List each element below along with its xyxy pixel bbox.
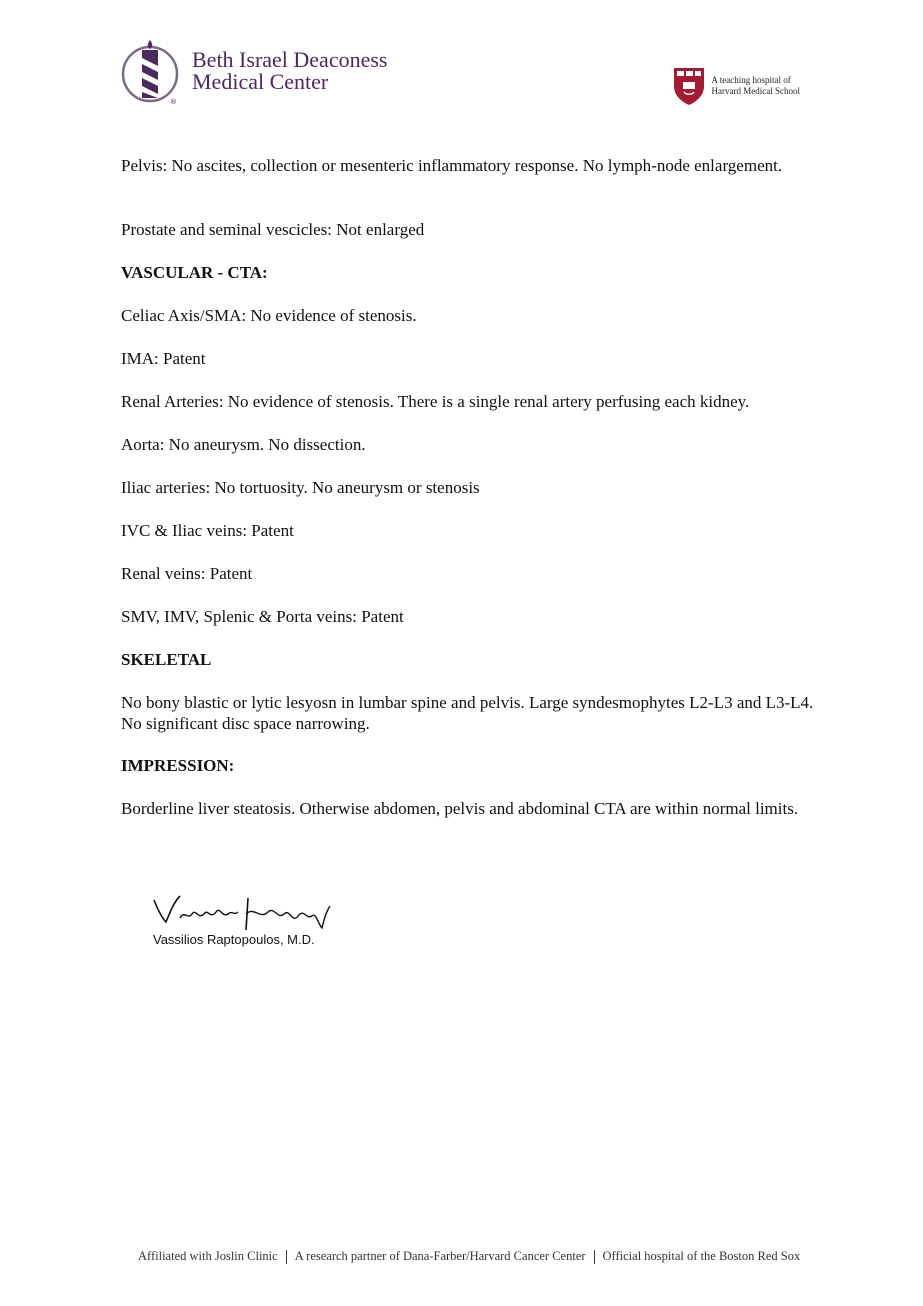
harvard-caption-line1: A teaching hospital of	[711, 75, 791, 85]
harvard-affiliation	[672, 66, 800, 106]
bidmc-wordmark	[192, 49, 387, 93]
impression-text: Borderline liver steatosis. Otherwise abdomen, pelvis and abdominal CTA are within normal limits.	[121, 799, 799, 818]
skeletal-finding: No bony blastic or lytic lesyosn in lumbar spine and pelvis. Large syndesmophytes L2-L3 and L3-L4. No significant disc space narrowing.	[121, 693, 814, 733]
harvard-shield-icon	[672, 66, 706, 106]
bidmc-logo	[120, 36, 387, 106]
harvard-caption-line2: Harvard Medical School	[711, 86, 800, 96]
celiac-finding: Celiac Axis/SMA: No evidence of stenosis.	[121, 306, 417, 325]
letterhead	[120, 36, 810, 112]
footer	[138, 1249, 818, 1264]
aorta-finding: Aorta: No aneurysm. No dissection.	[121, 435, 366, 454]
renal-veins-finding: Renal veins: Patent	[121, 564, 253, 583]
footer-affiliation: Affiliated with Joslin Clinic	[138, 1249, 278, 1263]
handwritten-signature-icon	[150, 890, 350, 935]
renal-arteries-finding: Renal Arteries: No evidence of stenosis. There is a single renal artery perfusing each kidney.	[121, 392, 750, 411]
smv-finding: SMV, IMV, Splenic & Porta veins: Patent	[121, 607, 404, 626]
prostate-finding: Prostate and seminal vescicles: Not enlarged	[121, 220, 425, 239]
vascular-heading: VASCULAR - CTA:	[121, 263, 268, 282]
pelvis-finding: Pelvis: No ascites, collection or mesenteric inflammatory response. No lymph-node enlargement.	[121, 156, 783, 175]
org-name-line2: Medical Center	[192, 69, 329, 94]
footer-divider	[594, 1250, 595, 1264]
impression-heading: IMPRESSION:	[121, 756, 235, 775]
svg-text:®: ®	[170, 98, 177, 106]
footer-research-partner: A research partner of Dana-Farber/Harvard Cancer Center	[294, 1249, 586, 1263]
ima-finding: IMA: Patent	[121, 349, 206, 368]
footer-official-hospital: Official hospital of the Boston Red Sox	[602, 1249, 801, 1263]
skeletal-heading: SKELETAL	[121, 650, 212, 669]
footer-divider	[286, 1250, 287, 1264]
harvard-caption	[712, 75, 800, 97]
bidmc-emblem-icon	[120, 36, 182, 106]
iliac-arteries-finding: Iliac arteries: No tortuosity. No aneurysm or stenosis	[121, 478, 480, 497]
ivc-finding: IVC & Iliac veins: Patent	[121, 521, 294, 540]
signatory-name: Vassilios Raptopoulos, M.D.	[153, 932, 315, 947]
org-name-line1: Beth Israel Deaconess	[192, 47, 388, 72]
